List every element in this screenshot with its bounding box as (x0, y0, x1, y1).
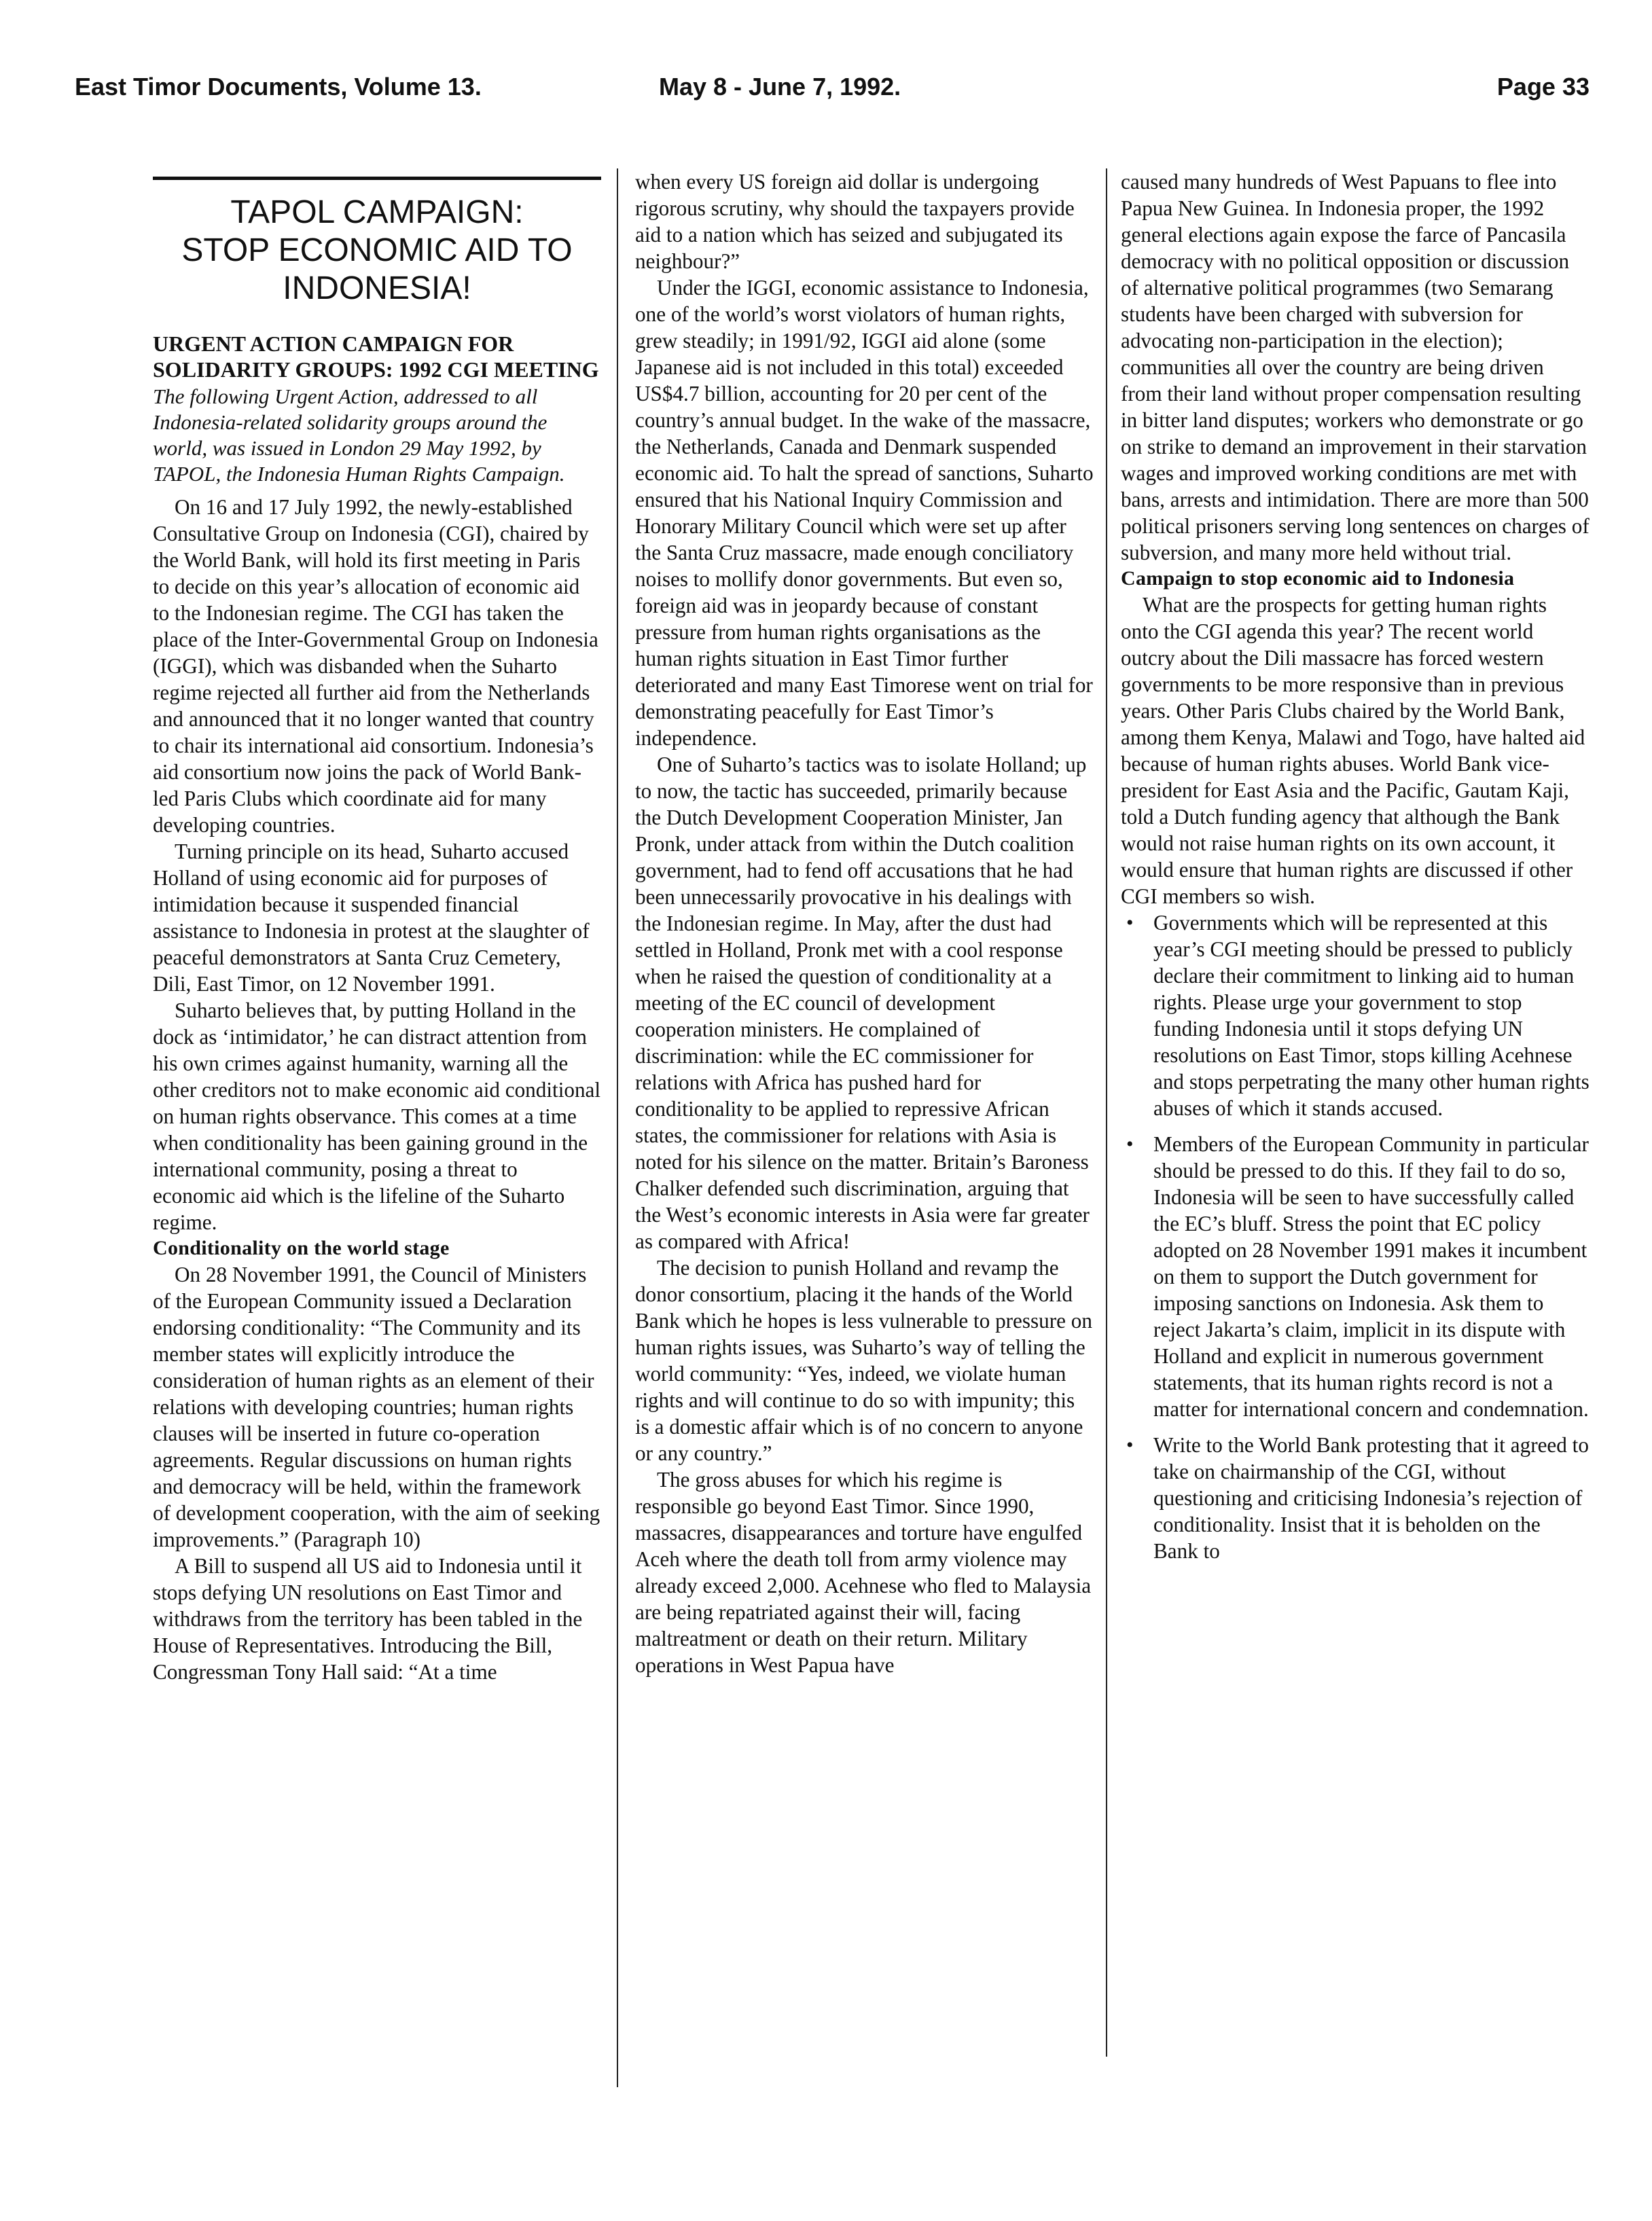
section-heading-campaign: Campaign to stop economic aid to Indonesia (1121, 567, 1515, 590)
article-title-line-1: TAPOL CAMPAIGN: (230, 194, 524, 230)
paragraph: when every US foreign aid dollar is undergoing rigorous scrutiny, why should the taxpayers provide aid to a nation which has seized and subjugated its neighbour?” (635, 170, 1075, 273)
title-rule (153, 177, 601, 180)
publication-dates: May 8 - June 7, 1992. (659, 73, 901, 101)
article-subheading: URGENT ACTION CAMPAIGN FOR SOLIDARITY GROUPS: 1992 CGI MEETING (153, 331, 599, 382)
column-divider-1 (617, 168, 618, 2087)
list-item (1121, 1432, 1590, 1564)
list-item (1121, 1131, 1590, 1422)
column-divider-2 (1106, 168, 1107, 2057)
bullet-icon: • (1126, 1133, 1134, 1155)
column-3 (1121, 168, 1590, 2043)
paragraph: The gross abuses for which his regime is responsible go beyond East Timor. Since 1990, massacres, disappearances and torture have engulfed Aceh where the death toll from army violence may already exceed 2,000. Acehnese who fled to Malaysia are being repatriated against their will, facing maltreatment or death on their return. Military operations in West Papua have (635, 1468, 1092, 1677)
paragraph: caused many hundreds of West Papuans to flee into Papua New Guinea. In Indonesia proper, the 1992 general elections again expose the farce of Pancasila democracy with no political opposition or discussion of alternative political programmes (two Semarang students have been charged with subversion for advocating non-participation in the election); communities all over the country are being driven from their land without proper compensation resulting in bitter land disputes; workers who demonstrate or go on strike to demand an improvement in their starvation wages and improved working conditions are met with bans, arrests and intimidation. There are more than 500 political prisoners serving long sentences on charges of subversion, and many more held without trial. (1121, 170, 1590, 564)
bullet-icon: • (1126, 911, 1134, 934)
paragraph: On 28 November 1991, the Council of Ministers of the European Community issued a Declaration endorsing conditionality: “The Community and its member states will explicitly introduce the consideration of human rights as an element of their relations with developing countries; human rights clauses will be inserted in future co-operation agreements. Regular discussions on human rights and democracy will be held, within the framework of development cooperation, with the aim of seeking improvements.” (Paragraph 10) (153, 1263, 600, 1551)
article-title-line-3: INDONESIA! (283, 270, 471, 306)
paragraph: The decision to punish Holland and revamp the donor consortium, placing it the hands of the World Bank which he hopes is less vulnerable to pressure on human rights issues, was Suharto’s way of telling the world community: “Yes, indeed, we violate human rights and will continue to do so with impunity; this is a domestic affair which is of no concern to anyone or any country.” (635, 1256, 1092, 1465)
article-title (153, 194, 601, 308)
paragraph: What are the prospects for getting human rights onto the CGI agenda this year? The recent world outcry about the Dili massacre has forced western governments to be more responsive than in previous years. Other Paris Clubs chaired by the World Bank, among them Kenya, Malawi and Togo, have halted aid because of human rights abuses. World Bank vice-president for East Asia and the Pacific, Gautam Kaji, told a Dutch funding agency that although the Bank would not raise human rights on its own account, it would ensure that human rights are discussed if other CGI members so wish. (1121, 593, 1585, 908)
column-2 (635, 168, 1094, 2043)
publication-title: East Timor Documents, Volume 13. (75, 73, 482, 101)
paragraph: Suharto believes that, by putting Holland in the dock as ‘intimidator,’ he can distract attention from his own crimes against humanity, warning all the other creditors not to make economic aid conditional on human rights observance. This comes at a time when conditionality has been gaining ground in the international community, posing a threat to economic aid which is the lifeline of the Suharto regime. (153, 998, 601, 1234)
list-item-text: Write to the World Bank protesting that it agreed to take on chairmanship of the CGI, without questioning and criticising Indonesia’s rejection of conditionality. Insist that it is beholden on the Bank to (1153, 1433, 1589, 1563)
column-1 (153, 171, 601, 2046)
paragraph: A Bill to suspend all US aid to Indonesia until it stops defying UN resolutions on East Timor and withdraws from the territory has been tabled in the House of Representatives. Introducing the Bill, Congressman Tony Hall said: “At a time (153, 1554, 583, 1684)
paragraph: One of Suharto’s tactics was to isolate Holland; up to now, the tactic has succeeded, primarily because the Dutch Development Cooperation Minister, Jan Pronk, under attack from within the Dutch coalition government, had to fend off accusations that he had been unnecessarily provocative in his dealings with the Indonesian regime. In May, after the dust had settled in Holland, Pronk met with a cool response when he raised the question of conditionality at a meeting of the EC council of development cooperation ministers. He complained of discrimination: while the EC commissioner for relations with Africa has pushed hard for conditionality to be applied to repressive African states, the commissioner for relations with Asia is noted for his silence on the matter. Britain’s Baroness Chalker defended such discrimination, arguing that the West’s economic interests in Asia were far greater as compared with Africa! (635, 753, 1090, 1253)
bullet-icon: • (1126, 1434, 1134, 1456)
list-item-text: Governments which will be represented at this year’s CGI meeting should be pressed to publicly declare their commitment to linking aid to human rights. Please urge your government to stop funding Indonesia until it stops defying UN resolutions on East Timor, stops killing Acehnese and stops perpetrating the many other human rights abuses of which it stands accused. (1153, 911, 1590, 1120)
paragraph: Turning principle on its head, Suharto accused Holland of using economic aid for purposes of intimidation because it suspended financial assistance to Indonesia in protest at the slaughter of peaceful demonstrators at Santa Cruz Cemetery, Dili, East Timor, on 12 November 1991. (153, 839, 590, 996)
action-list (1121, 909, 1590, 1564)
page-number: Page 33 (1496, 73, 1590, 101)
list-item (1121, 909, 1590, 1121)
section-heading-conditionality: Conditionality on the world stage (153, 1237, 450, 1259)
page-header (75, 67, 1590, 107)
article-title-line-2: STOP ECONOMIC AID TO (181, 232, 573, 268)
paragraph: On 16 and 17 July 1992, the newly-established Consultative Group on Indonesia (CGI), chaired by the World Bank, will hold its first meeting in Paris to decide on this year’s allocation of economic aid to the Indonesian regime. The CGI has taken the place of the Inter-Governmental Group on Indonesia (IGGI), which was disbanded when the Suharto regime rejected all further aid from the Netherlands and announced that it no longer wanted that country to chair its international aid consortium. Indonesia’s aid consortium now joins the pack of World Bank-led Paris Clubs which coordinate aid for many developing countries. (153, 495, 598, 837)
article-intro: The following Urgent Action, addressed to all Indonesia-related solidarity groups around the world, was issued in London 29 May 1992, by TAPOL, the Indonesia Human Rights Campaign. (153, 384, 565, 486)
paragraph: Under the IGGI, economic assistance to Indonesia, one of the world’s worst violators of human rights, grew steadily; in 1991/92, IGGI aid alone (some Japanese aid is not included in this total) exceeded US$4.7 billion, accounting for 20 per cent of the country’s annual budget. In the wake of the massacre, the Netherlands, Canada and Denmark suspended economic aid. To halt the spread of sanctions, Suharto ensured that his National Inquiry Commission and Honorary Military Council which were set up after the Santa Cruz massacre, made enough conciliatory noises to mollify donor governments. But even so, foreign aid was in jeopardy because of constant pressure from human rights organisations as the human rights situation in East Timor further deteriorated and many East Timorese went on trial for demonstrating peacefully for East Timor’s independence. (635, 276, 1094, 750)
list-item-text: Members of the European Community in particular should be pressed to do this. If they fail to do so, Indonesia will be seen to have successfully called the EC’s bluff. Stress the point that EC policy adopted on 28 November 1991 makes it incumbent on them to support the Dutch government for imposing sanctions on Indonesia. Ask them to reject Jakarta’s claim, implicit in its dispute with Holland and explicit in numerous government statements, that its human rights record is not a matter for international concern and condemnation. (1153, 1132, 1589, 1421)
